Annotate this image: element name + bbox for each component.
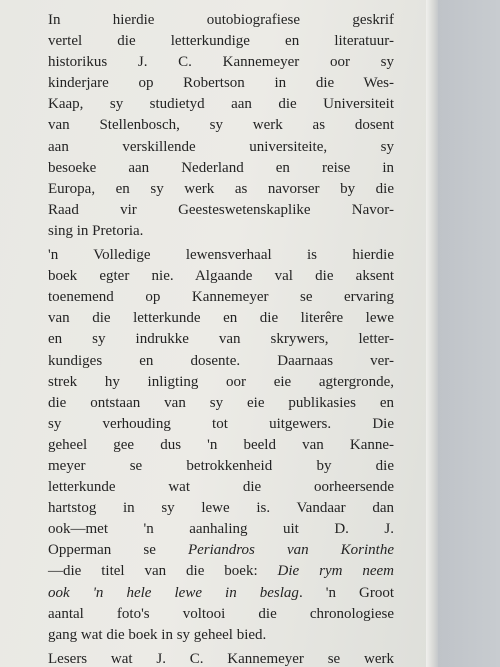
text-line: sing in Pretoria. <box>48 222 144 239</box>
blurb-text <box>48 10 394 667</box>
text-line: en sy indrukke van skrywers, letter- <box>48 331 394 348</box>
text-line: toenemend op Kannemeyer se ervaring <box>48 289 394 306</box>
text-line: geheel gee dus 'n beeld van Kanne- <box>48 436 394 453</box>
text-line: ook—met 'n aanhaling uit D. J. <box>48 521 394 538</box>
text-line <box>48 540 394 561</box>
book-title-italic: Periandros van Korinthe <box>187 542 394 559</box>
text-line: aantal foto's voltooi die chronologiese <box>48 605 394 622</box>
text-line: sy verhouding tot uitgewers. Die <box>48 415 394 432</box>
text-line <box>48 583 394 604</box>
text-line: besoeke aan Nederland en reise in <box>48 159 394 176</box>
text-run: Opperman se <box>48 542 188 559</box>
text-run: . 'n Groot <box>298 584 394 601</box>
paragraph-1 <box>48 10 394 242</box>
text-line: hartstog in sy lewe is. Vandaar dan <box>48 500 394 517</box>
text-run: —die titel van die boek: <box>48 563 278 580</box>
text-line: Europa, en sy werk as navorser by die <box>48 180 394 197</box>
text-line: kundiges en dosente. Daarnaas ver- <box>48 352 394 369</box>
text-line: In hierdie outobiografiese geskrif <box>48 12 394 28</box>
text-line: meyer se betrokkenheid by die <box>48 457 394 474</box>
page-edge <box>426 0 438 667</box>
text-line: gang wat die boek in sy geheel bied. <box>48 626 267 643</box>
text-line: van die letterkunde en die literêre lewe <box>48 310 394 327</box>
text-line: boek egter nie. Algaande val die aksent <box>48 268 394 285</box>
text-line: letterkunde wat die oorheersende <box>48 479 394 496</box>
text-line: Raad vir Geesteswetenskaplike Navor- <box>48 201 394 218</box>
book-title-italic: Die rym neem <box>277 563 394 580</box>
paragraph-3 <box>48 649 394 667</box>
text-line: Kaap, sy studietyd aan die Universiteit <box>48 96 394 113</box>
text-line: Lesers wat J. C. Kannemeyer se werk <box>48 650 394 667</box>
book-title-italic: ook 'n hele lewe in beslag <box>48 584 299 601</box>
text-line: strek hy inligting oor eie agtergronde, <box>48 373 394 390</box>
text-line: historikus J. C. Kannemeyer oor sy <box>48 54 394 71</box>
text-line: aan verskillende universiteite, sy <box>48 138 394 155</box>
text-line: van Stellenbosch, sy werk as dosent <box>48 117 394 134</box>
text-line: 'n Volledige lewensverhaal is hierdie <box>48 247 394 264</box>
background-surface <box>438 0 500 667</box>
paragraph-2 <box>48 245 394 646</box>
text-line: kinderjare op Robertson in die Wes- <box>48 75 394 92</box>
text-line: vertel die letterkundige en literatuur- <box>48 33 394 50</box>
text-line <box>48 561 394 582</box>
text-line: die ontstaan van sy eie publikasies en <box>48 394 394 411</box>
